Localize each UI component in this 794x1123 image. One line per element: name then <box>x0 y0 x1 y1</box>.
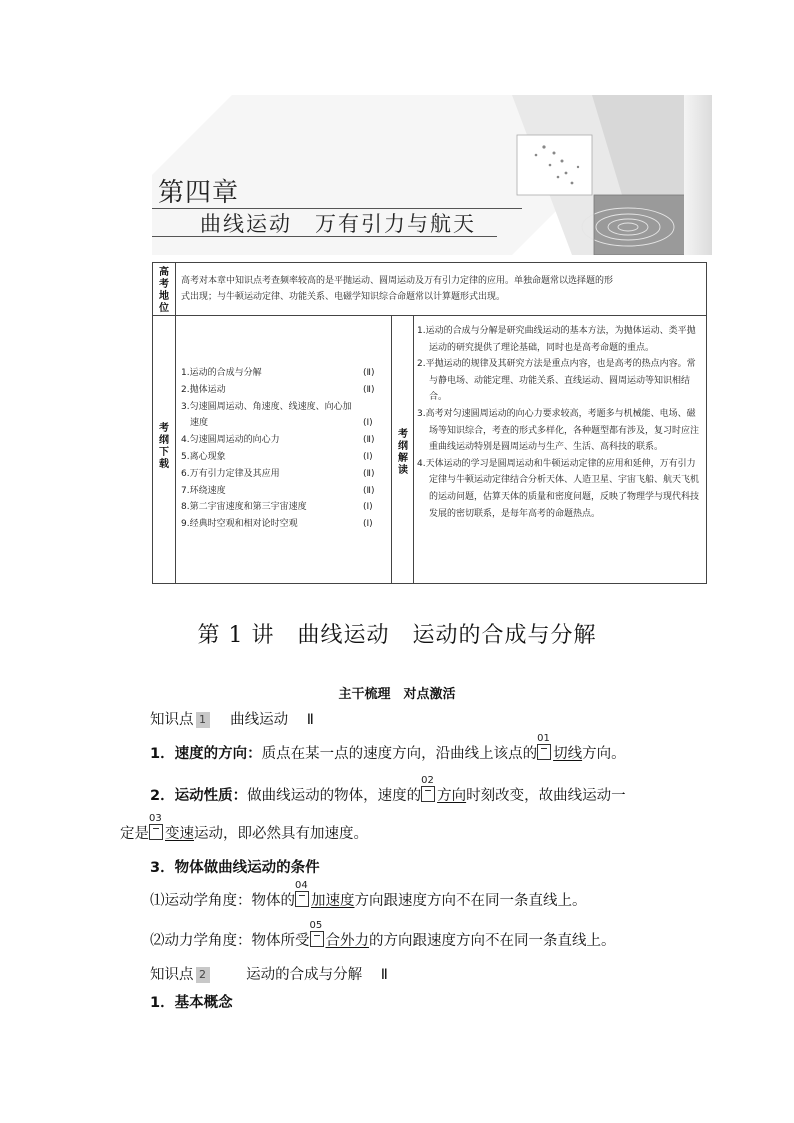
kp-number-badge: 2 <box>196 967 210 983</box>
para-lead: 2．运动性质： <box>150 788 248 804</box>
section-heading: 主干梳理 对点激活 <box>338 687 456 702</box>
para-lead: 1．速度的方向： <box>150 746 262 762</box>
blank-answer: 合外力 <box>325 933 369 949</box>
para-text: 运动，即必然具有加速度。 <box>194 826 368 842</box>
paragraph-kinematic <box>150 880 587 910</box>
answer-blank <box>149 813 165 842</box>
table-grid-line <box>391 315 392 583</box>
para-text: 方向。 <box>582 746 626 762</box>
table-grid-line <box>153 315 706 316</box>
paragraph-condition-heading: 3．物体做曲线运动的条件 <box>150 860 320 876</box>
para-text: ⑴运动学角度：物体的 <box>150 893 295 909</box>
interp-item: 1.运动的合成与分解是研究曲线运动的基本方法，为抛体运动、类平抛运动的研究提供了理论基础，同时也是高考命题的重点。 <box>417 326 696 353</box>
paragraph-basic-concepts: 1．基本概念 <box>150 995 233 1011</box>
paragraph-velocity-direction <box>150 733 626 763</box>
blank-answer: 方向 <box>437 788 467 804</box>
outline-item: 7.环绕速度 (Ⅱ) <box>181 485 375 496</box>
answer-blank <box>537 733 553 762</box>
interp-item: 3.高考对匀速圆周运动的向心力要求较高，考题多与机械能、电场、磁场等知识综合，考查的形式多样化，各种题型都有涉及，复习时应注重曲线运动特别是圆周运动与生产、生活、高科技的联系。 <box>417 408 700 453</box>
outline-item: 2.抛体运动 (Ⅱ) <box>181 384 375 395</box>
interp-list <box>417 323 703 522</box>
outline-label: 考纲下载 <box>159 423 169 470</box>
para-text: ⑵动力学角度：物体所受 <box>150 933 310 949</box>
kp-level: Ⅱ <box>306 712 314 728</box>
chapter-number: 第四章 <box>158 178 240 208</box>
answer-blank <box>309 920 326 949</box>
kp-number-badge: 1 <box>196 712 210 728</box>
para-text: 定是 <box>120 826 149 842</box>
para-text: 质点在某一点的速度方向，沿曲线上该点的 <box>261 746 538 762</box>
para-text: 方向跟速度方向不在同一条直线上。 <box>354 893 587 909</box>
blank-answer: 切线 <box>553 746 583 762</box>
outline-item: 9.经典时空观和相对论时空观 (Ⅰ) <box>181 519 373 530</box>
interp-label: 考纲解读 <box>398 429 408 476</box>
outline-list <box>181 365 387 533</box>
chapter-title: 曲线运动 万有引力与航天 <box>200 212 476 236</box>
blank-box-icon <box>295 891 309 907</box>
outline-item: 6.万有引力定律及其应用 (Ⅱ) <box>181 468 375 479</box>
answer-blank <box>421 775 437 804</box>
table-grid-line <box>175 263 176 583</box>
kp-level: Ⅱ <box>380 967 388 983</box>
blank-number: 04 <box>295 880 308 891</box>
blank-box-icon <box>421 786 435 802</box>
knowledge-point-1 <box>150 708 314 729</box>
knowledge-point-2 <box>150 963 388 984</box>
kp-topic: 曲线运动 <box>230 712 289 728</box>
blank-number: 01 <box>537 733 550 744</box>
exam-overview-table <box>152 262 707 584</box>
para-text: 的方向跟速度方向不在同一条直线上。 <box>369 933 616 949</box>
status-line: 高考对本章中知识点考查频率较高的是平抛运动、圆周运动及万有引力定律的应用。单独命题常以选择题的形 <box>181 276 614 286</box>
blank-box-icon <box>149 824 163 840</box>
outline-item: 速度 (Ⅰ) <box>181 418 373 429</box>
paragraph-dynamic <box>150 920 616 950</box>
kp-prefix: 知识点 <box>150 712 194 728</box>
blank-number: 03 <box>149 813 162 824</box>
answer-blank <box>295 880 311 909</box>
paragraph-motion-nature <box>150 775 626 805</box>
status-label: 高考地位 <box>159 267 169 314</box>
para-text: 做曲线运动的物体，速度的 <box>247 788 422 804</box>
blank-number: 05 <box>309 920 323 931</box>
paragraph-motion-nature-cont <box>120 813 368 843</box>
outline-item: 1.运动的合成与分解 (Ⅱ) <box>181 368 375 378</box>
table-grid-line <box>413 315 414 583</box>
blank-answer: 变速 <box>165 826 194 842</box>
blank-box-icon <box>310 931 324 947</box>
blank-number: 02 <box>421 775 434 786</box>
status-line: 式出现；与牛顿运动定律、功能关系、电磁学知识综合命题常以计算题形式出现。 <box>181 292 506 302</box>
outline-item: 3.匀速圆周运动、角速度、线速度、向心加 <box>181 401 352 412</box>
blank-box-icon <box>537 744 551 760</box>
interp-item: 4.天体运动的学习是圆周运动和牛顿运动定律的应用和延伸，万有引力定律与牛顿运动定律结合分析天体、人造卫星、宇宙飞船、航天飞机的运动问题，估算天体的质量和密度问题，反映了物理学与现代科技发展的密切联系，是每年高考的命题热点。 <box>417 458 700 519</box>
outline-item: 4.匀速圆周运动的向心力 (Ⅱ) <box>181 435 375 446</box>
kp-topic: 运动的合成与分解 <box>246 967 363 983</box>
blank-answer: 加速度 <box>311 893 355 909</box>
para-text: 时刻改变，故曲线运动一 <box>466 788 626 804</box>
status-text <box>181 273 701 305</box>
outline-item: 5.离心现象 (Ⅰ) <box>181 451 373 462</box>
outline-item: 8.第二宇宙速度和第三宇宙速度 (Ⅰ) <box>181 502 373 513</box>
lecture-title: 第 1 讲 曲线运动 运动的合成与分解 <box>197 623 597 648</box>
kp-prefix: 知识点 <box>150 967 194 983</box>
interp-item: 2.平抛运动的规律及其研究方法是重点内容，也是高考的热点内容。常与静电场、动能定理、功能关系、直线运动、圆周运动等知识相结合。 <box>417 359 696 403</box>
divider <box>152 236 497 237</box>
